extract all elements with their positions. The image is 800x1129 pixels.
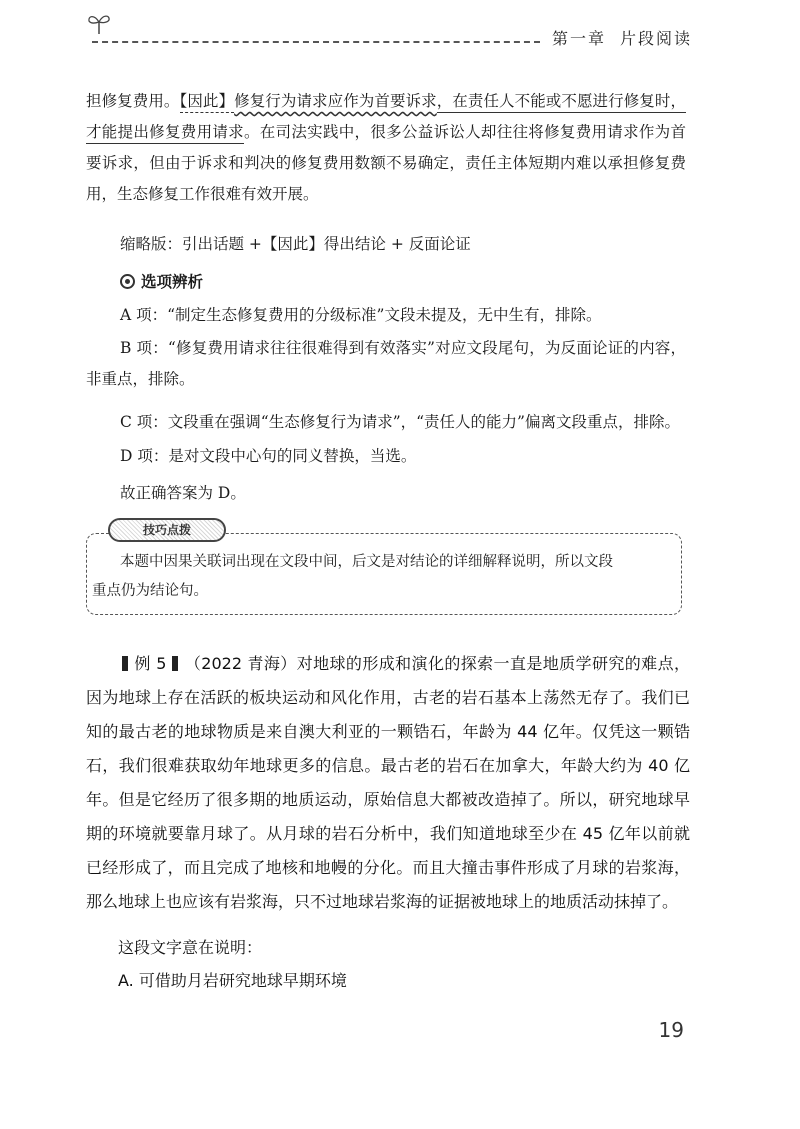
running-header xyxy=(552,26,692,49)
bracket-left-icon xyxy=(122,656,128,671)
question-stem: 这段文字意在说明： xyxy=(118,938,263,957)
answer-line: 故正确答案为 D。 xyxy=(120,484,246,502)
passage-paragraph xyxy=(86,86,686,210)
bracket-right-icon xyxy=(172,656,178,671)
option-a[interactable]: A. 可借助月岩研究地球早期环境 xyxy=(118,971,347,990)
sprout-logo-icon xyxy=(86,10,112,36)
tip-text-line2: 重点仍为结论句。 xyxy=(92,583,208,599)
passage-text-rest: 。在司法实践中，很多公益诉讼人却往往将修复费用请求作为首要诉求，但由于诉求和判决的修复费用数额不易确定，责任主体短期内难以承担修复费用，生态修复工作很难有效开展。 xyxy=(86,123,686,203)
page-number: 19 xyxy=(658,1018,684,1042)
conclusion-underlined: 在责任人不能或不愿进行修复时，才能提出修复费用请求 xyxy=(86,92,686,144)
option-b-analysis: B 项：“修复费用请求往往很难得到有效落实”对应文段尾句，为反面论证的内容，非重点，排除。 xyxy=(86,339,686,388)
conclusion-wavy: 修复行为请求应作为首要诉求 xyxy=(234,92,437,110)
connector-因此: 【因此】 xyxy=(180,92,235,113)
example-5-passage xyxy=(86,647,690,919)
chapter-label: 第一章 xyxy=(551,29,606,48)
tip-text-line1: 本题中因果关联词出现在文段中间，后文是对结论的详细解释说明，所以文段 xyxy=(120,554,613,570)
example-source: （2022 青海） xyxy=(184,654,297,673)
section-label: 片段阅读 xyxy=(619,29,692,48)
passage-text-start: 担修复费用。 xyxy=(86,92,180,110)
tip-text xyxy=(92,548,660,606)
summary-line: 缩略版：引出话题 +【因此】得出结论 + 反面论证 xyxy=(120,235,471,253)
tip-label: 技巧点拨 xyxy=(108,518,226,542)
analysis-heading xyxy=(120,270,203,292)
example-text: 对地球的形成和演化的探索一直是地质学研究的难点，因为地球上存在活跃的板块运动和风化作用，古老的岩石基本上荡然无存了。我们已知的最古老的地球物质是来自澳大利亚的一颗锆石，年龄为 44 亿年。仅凭这一颗锆石，我们很难获取幼年地球更多的信息。最古老的岩石在加拿大，年龄大约为 40 亿年。但是它经历了很多期的地质运动，原始信息大都被改造掉了。所以，研究地球早期的环境就要靠月球了。从月球的岩石分析中，我们知道地球至少在 45 亿年以前就已经形成了，而且完成了地核和地幔的分化。而且大撞击事件形成了月球的岩浆海，那么地球上也应该有岩浆海，只不过地球岩浆海的证据被地球上的地质活动抹掉了。 xyxy=(86,654,690,911)
analysis-title: 选项辨析 xyxy=(141,273,204,291)
conclusion-comma: ， xyxy=(437,92,453,113)
option-a-analysis: A 项：“制定生态修复费用的分级标准”文段未提及，无中生有，排除。 xyxy=(120,306,602,324)
flower-badge-icon xyxy=(120,274,135,289)
example-label: 例 5 xyxy=(134,654,167,673)
option-d-analysis: D 项：是对文段中心句的同义替换，当选。 xyxy=(120,447,417,465)
header-divider xyxy=(92,41,540,43)
option-c-analysis: C 项：文段重在强调“生态修复行为请求”，“责任人的能力”偏离文段重点，排除。 xyxy=(120,413,680,431)
